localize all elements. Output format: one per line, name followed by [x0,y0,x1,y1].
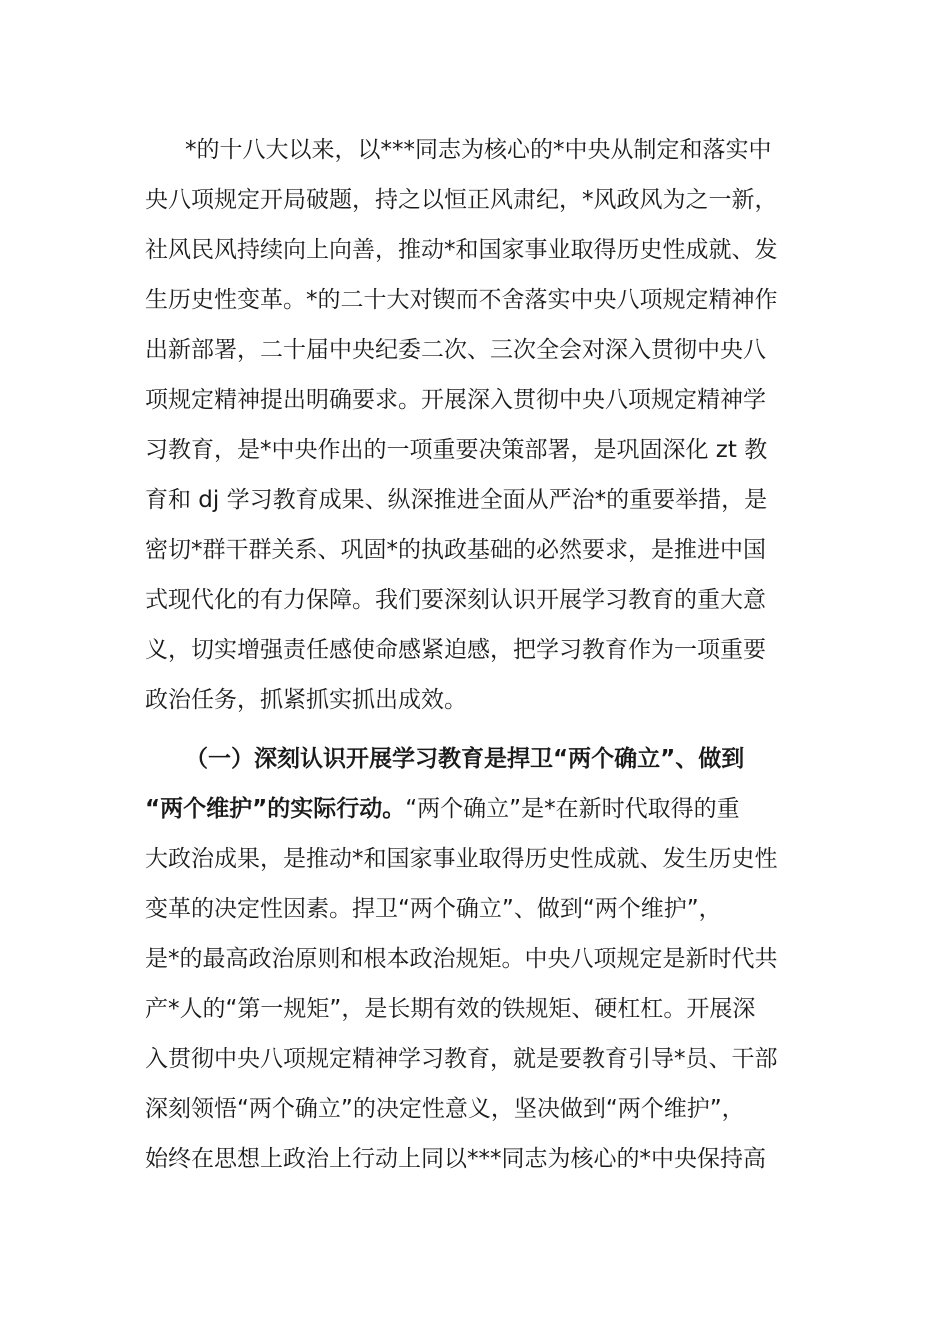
text-line: 政治任务，抓紧抓实抓出成效。 [145,687,467,713]
text-line: 是*的最高政治原则和根本政治规矩。中央八项规定是新时代共 [145,946,778,972]
text-line: 式现代化的有力保障。我们要深刻认识开展学习教育的重大意 [145,587,766,613]
text-line: 育和 dj 学习教育成果、纵深推进全面从严治*的重要举措，是 [145,487,768,513]
text-line: 大政治成果，是推动*和国家事业取得历史性成就、发生历史性 [145,846,778,872]
text-line [145,794,740,824]
text-line: 产*人的“第一规矩”，是长期有效的铁规矩、硬杠杠。开展深 [145,996,756,1022]
text-line: 社风民风持续向上向善，推动*和国家事业取得历史性成就、发 [145,237,778,263]
text-line: 深刻领悟“两个确立”的决定性意义，坚决做到“两个维护”， [145,1096,745,1122]
text-line: 变革的决定性因素。捍卫“两个确立”、做到“两个维护”， [145,896,722,922]
text-line: 始终在思想上政治上行动上同以***同志为核心的*中央保持高 [145,1146,766,1172]
text-run: “两个确立”是*在新时代取得的重 [405,796,740,822]
section-heading: （一）深刻认识开展学习教育是捍卫“两个确立”、做到 [185,746,745,772]
text-line: 项规定精神提出明确要求。开展深入贯彻中央八项规定精神学 [145,387,766,413]
text-line: 入贯彻中央八项规定精神学习教育，就是要教育引导*员、干部 [145,1046,778,1072]
text-line: 出新部署，二十届中央纪委二次、三次全会对深入贯彻中央八 [145,337,766,363]
text-line: 习教育，是*中央作出的一项重要决策部署，是巩固深化 zt 教 [145,437,768,463]
section-heading-continued: “两个维护”的实际行动。 [145,796,406,822]
text-line: 义，切实增强责任感使命感紧迫感，把学习教育作为一项重要 [145,637,766,663]
text-line: 央八项规定开局破题，持之以恒正风肃纪，*风政风为之一新， [145,187,778,213]
text-line: *的十八大以来，以***同志为核心的*中央从制定和落实中 [185,137,772,163]
text-line: 生历史性变革。*的二十大对锲而不舍落实中央八项规定精神作 [145,287,778,313]
text-line: 密切*群干群关系、巩固*的执政基础的必然要求，是推进中国 [145,537,766,563]
